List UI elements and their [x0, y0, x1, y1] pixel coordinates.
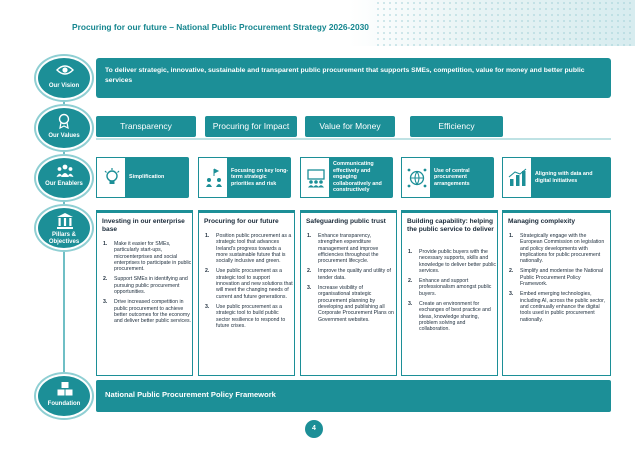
vision-row-label [36, 56, 94, 100]
globe-network-icon [407, 168, 427, 188]
value-procuring-for-impact: Procuring for Impact [205, 116, 297, 137]
vision-label: Our Vision [48, 83, 80, 89]
stacked-blocks-icon [56, 381, 74, 397]
pillar-title: Safeguarding public trust [306, 218, 386, 225]
value-transparency: Transparency [96, 116, 196, 137]
foundation-badge [36, 374, 92, 418]
objective-item: 3. Drive increased competition in public procurement to achieve better outcomes for the economy and deliver better public services. [103, 299, 191, 325]
pillar-title: Procuring for our future [204, 218, 279, 225]
pillar-objectives [306, 233, 396, 327]
page-number: 4 [305, 420, 323, 438]
enabler-card [502, 157, 611, 198]
pillars-label: Pillars & Objectives [48, 232, 80, 245]
enabler-label: Communicating effectively and engaging collaboratively and constructively [333, 161, 382, 194]
team-collaboration-icon [306, 168, 326, 188]
award-ribbon-icon [56, 113, 72, 129]
vision-text: To deliver strategic, innovative, sustainable and transparent public procurement that supports SMEs, competition, value for money and better public services [105, 67, 585, 84]
enabler-label: Focusing on key long-term strategic priorities and risk [231, 167, 289, 187]
pillar-card [502, 210, 611, 376]
enabler-label: Use of central procurement arrangements [434, 167, 470, 187]
objective-item: 1. Provide public buyers with the necessary supports, skills and knowledge to deliver better public services. [408, 249, 496, 274]
enabler-label: Aligning with data and digital initiatives [535, 171, 593, 184]
objective-item: 2. Enhance and support professionalism amongst public buyers. [408, 278, 492, 297]
enabler-card [401, 157, 494, 198]
foundation-bar [96, 380, 611, 412]
pillar-objectives [204, 233, 294, 333]
pillars-badge [36, 206, 92, 250]
vision-statement [96, 58, 611, 98]
enablers-badge [36, 156, 92, 200]
enabler-card [300, 157, 393, 198]
objective-item: 2. Simplify and modernise the National Public Procurement Policy Framework. [509, 268, 604, 288]
values-row-label [36, 106, 94, 150]
lightbulb-icon [102, 168, 122, 188]
pillar-card [401, 210, 498, 376]
values-underline [96, 138, 611, 140]
enabler-card [96, 157, 189, 198]
pillars-columns-icon [56, 213, 74, 229]
header-dot-pattern [375, 0, 635, 46]
page-title: Procuring for our future – National Public Procurement Strategy 2026-2030 [72, 22, 369, 32]
objective-item: 2. Improve the quality and utility of tender data. [307, 268, 391, 281]
value-value-for-money: Value for Money [305, 116, 395, 137]
objective-item: 3. Increase visibility of organisational strategic procurement planning by developing and publishing all Corporate Procurement Plans on Government websites. [307, 285, 394, 323]
pillar-card [96, 210, 193, 376]
pillars-row-label [36, 206, 94, 250]
people-target-icon [204, 168, 224, 188]
objective-item: 1. Enhance transparency, strengthen expenditure management and improve efficiencies throughout the procurement lifecycle. [307, 233, 379, 265]
objective-item: 1. Make it easier for SMEs, particularly start-ups, microenterprises and social enterprises to participate in public procurement. [103, 241, 192, 273]
pillar-objectives [102, 241, 192, 329]
values-label: Our Values [48, 133, 80, 139]
foundation-label: Foundation [47, 401, 81, 407]
foundation-text: National Public Procurement Policy Framework [105, 390, 276, 399]
pillar-card [300, 210, 397, 376]
objective-item: 3. Use public procurement as a strategic tool to build public sector resilience to respond to future crises. [205, 303, 286, 329]
pillar-title: Investing in our enterprise base [102, 218, 185, 233]
enablers-label: Our Enablers [45, 181, 83, 187]
group-people-icon [56, 163, 74, 179]
values-badge [36, 106, 92, 150]
foundation-row-label [36, 374, 94, 418]
pillar-card [198, 210, 295, 376]
objective-item: 3. Create an environment for exchanges of best practice and ideas, knowledge sharing, problem solving and collaboration. [408, 301, 491, 333]
pillar-objectives [508, 233, 608, 327]
pillar-objectives [407, 249, 497, 337]
objective-item: 1. Position public procurement as a strategic tool that advances Ireland's progress towards a more sustainable future that is socially inclusive and green. [205, 233, 292, 265]
eye-icon [56, 63, 74, 77]
value-efficiency: Efficiency [410, 116, 503, 137]
data-chart-icon [508, 168, 528, 188]
objective-item: 2. Use public procurement as a strategic tool to support innovation and new solutions that will meet the changing needs of current and future generations. [205, 268, 293, 300]
objective-item: 1. Strategically engage with the European Commission on legislation and policy developments with implications for public procurement nationally. [509, 233, 605, 265]
enabler-card [198, 157, 291, 198]
vision-badge [36, 56, 92, 100]
objective-item: 3. Embed emerging technologies, including AI, across the public sector, and continually enhance the digital tools used in public procurement nationally. [509, 291, 606, 323]
objective-item: 2. Support SMEs in identifying and pursuing public procurement opportunities. [103, 276, 188, 296]
enabler-label: Simplification [129, 174, 165, 181]
pillar-title: Building capability: helping the public service to deliver [407, 218, 494, 233]
pillar-title: Managing complexity [508, 218, 576, 225]
enablers-row-label [36, 156, 94, 200]
